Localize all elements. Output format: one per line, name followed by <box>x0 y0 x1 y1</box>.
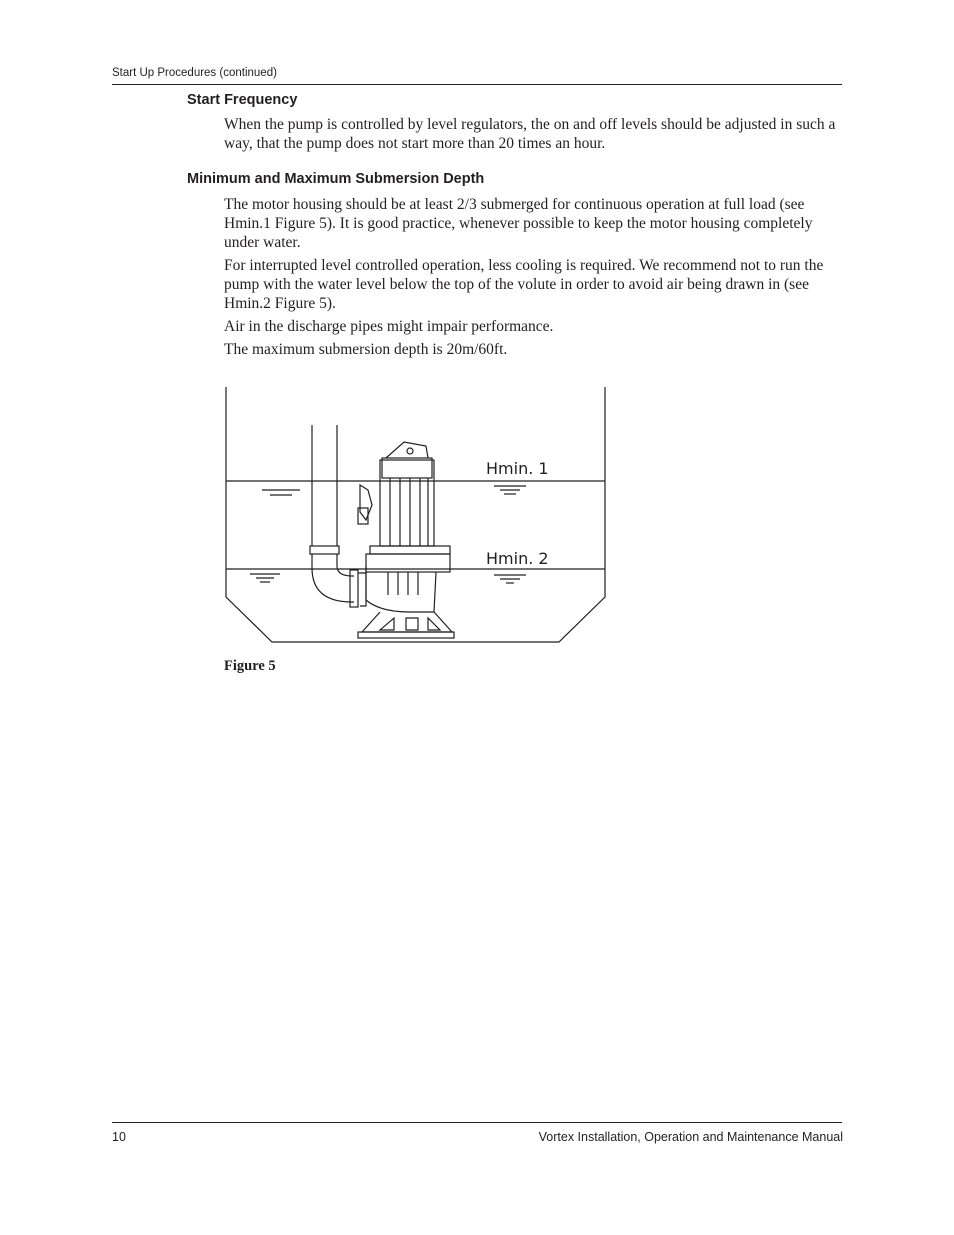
paragraph-max-depth: The maximum submersion depth is 20m/60ft. <box>224 341 508 358</box>
heading-submersion-depth: Minimum and Maximum Submersion Depth <box>187 171 485 187</box>
manual-title: Vortex Installation, Operation and Maintenance Manual <box>538 1130 843 1144</box>
start-frequency-text: When the pump is controlled by level regulators, the on and off levels should be adjusted in such a way, that the pump does not start more than 20 times an hour. <box>224 116 836 152</box>
paragraph-motor-housing: The motor housing should be at least 2/3 submerged for continuous operation at full load (see Hmin.1 Figure 5). It is good practice, whenever possible to keep the motor housing completely under water. <box>224 196 813 251</box>
pump-motor <box>358 442 450 572</box>
header-rule <box>112 84 842 85</box>
label-hmin2: Hmin. 2 <box>486 549 549 568</box>
figure-5-pump-diagram <box>220 380 620 650</box>
footer-rule <box>112 1122 842 1123</box>
label-hmin1: Hmin. 1 <box>486 459 549 478</box>
submersion-paragraphs <box>224 195 844 359</box>
heading-start-frequency: Start Frequency <box>187 92 298 108</box>
running-header: Start Up Procedures (continued) <box>112 67 277 79</box>
page-number: 10 <box>112 1130 126 1144</box>
pump-volute-base <box>358 572 454 638</box>
paragraph-interrupted-operation: For interrupted level controlled operation, less cooling is required. We recommend not to run the pump with the water level below the top of the volute in order to avoid air being drawn in (see Hmin.2 Figure 5). <box>224 257 824 312</box>
paragraph-start-frequency <box>224 115 844 153</box>
tank-outline <box>226 387 605 642</box>
paragraph-air-discharge: Air in the discharge pipes might impair performance. <box>224 318 554 335</box>
figure-caption: Figure 5 <box>224 658 276 674</box>
